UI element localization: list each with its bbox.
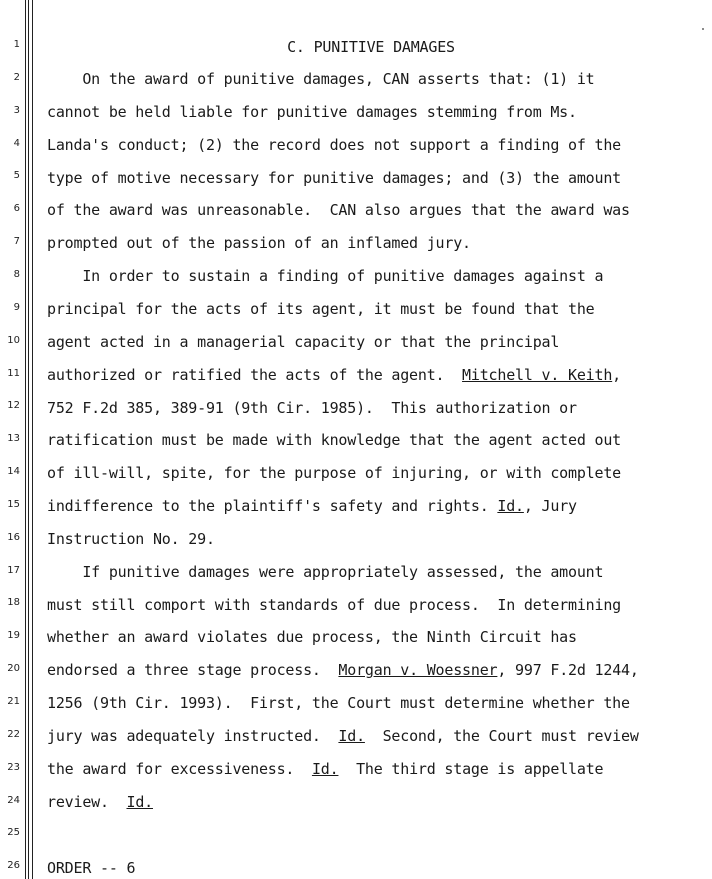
margin-rule bbox=[28, 0, 29, 879]
text-run: , 997 F.2d 1244, bbox=[497, 661, 639, 680]
line-number: 1 bbox=[13, 39, 20, 50]
line-number: 17 bbox=[7, 564, 20, 576]
text-run: principal for the acts of its agent, it must be found that the bbox=[47, 299, 595, 318]
text-run: Landa's conduct; (2) the record does not support a finding of the bbox=[47, 135, 621, 154]
text-line bbox=[47, 333, 559, 351]
text-line bbox=[47, 366, 621, 384]
line-number: 22 bbox=[7, 728, 20, 740]
text-run: 1256 (9th Cir. 1993). First, the Court must determine whether the bbox=[47, 694, 630, 713]
text-run: , Jury bbox=[523, 497, 577, 516]
text-line bbox=[47, 694, 630, 712]
text-line bbox=[47, 628, 577, 646]
line-number: 25 bbox=[7, 827, 20, 839]
text-run: agent acted in a managerial capacity or that the principal bbox=[47, 332, 560, 351]
text-run: review. bbox=[47, 792, 127, 811]
text-run: whether an award violates due process, the Ninth Circuit has bbox=[47, 628, 577, 647]
text-line bbox=[47, 300, 595, 318]
text-line bbox=[47, 267, 603, 285]
case-citation: Mitchell v. Keith bbox=[462, 365, 613, 384]
text-line bbox=[47, 530, 215, 548]
text-run: In order to sustain a finding of punitive damages against a bbox=[47, 267, 604, 286]
text-run: prompted out of the passion of an inflamed jury. bbox=[47, 234, 471, 253]
text-line bbox=[47, 70, 595, 88]
text-run: Instruction No. 29. bbox=[47, 529, 215, 548]
line-number: 14 bbox=[7, 466, 20, 478]
text-run: indifference to the plaintiff's safety and rights. bbox=[47, 497, 498, 516]
line-number: 23 bbox=[7, 761, 20, 773]
line-number: 4 bbox=[13, 137, 20, 149]
text-run: of ill-will, spite, for the purpose of injuring, or with complete bbox=[47, 464, 621, 483]
text-line bbox=[47, 169, 621, 187]
line-number: 19 bbox=[7, 630, 20, 642]
case-citation: Morgan v. Woessner bbox=[338, 661, 498, 680]
line-number: 26 bbox=[7, 860, 20, 872]
text-line bbox=[47, 760, 603, 778]
case-citation: Id. bbox=[311, 759, 339, 778]
line-number: 3 bbox=[13, 104, 20, 116]
line-number: 20 bbox=[7, 663, 20, 675]
text-line bbox=[47, 596, 621, 614]
text-line bbox=[47, 793, 153, 811]
line-number: 13 bbox=[7, 433, 20, 445]
case-citation: Id. bbox=[497, 497, 524, 516]
text-line bbox=[47, 234, 471, 252]
line-number: 18 bbox=[7, 597, 20, 609]
text-run: 752 F.2d 385, 389-91 (9th Cir. 1985). This authorization or bbox=[47, 398, 577, 417]
text-run: On the award of punitive damages, CAN asserts that: (1) it bbox=[47, 70, 595, 88]
page-footer: ORDER -- 6 bbox=[47, 859, 136, 877]
margin-rule bbox=[32, 0, 33, 879]
text-run: If punitive damages were appropriately assessed, the amount bbox=[47, 562, 604, 581]
text-line bbox=[47, 497, 577, 515]
text-run: type of motive necessary for punitive damages; and (3) the amount bbox=[47, 168, 621, 187]
text-run: the award for excessiveness. bbox=[47, 759, 312, 778]
line-number: 9 bbox=[13, 301, 20, 313]
text-run: must still comport with standards of due process. In determining bbox=[47, 595, 621, 614]
text-line bbox=[47, 563, 603, 581]
text-run: ratification must be made with knowledge that the agent acted out bbox=[47, 431, 621, 450]
line-number: 16 bbox=[7, 531, 20, 543]
line-number: 15 bbox=[7, 498, 20, 510]
text-line bbox=[47, 661, 639, 679]
line-number: 24 bbox=[7, 794, 20, 806]
text-run: endorsed a three stage process. bbox=[47, 661, 339, 680]
line-number: 11 bbox=[7, 367, 20, 379]
line-number: 21 bbox=[7, 696, 20, 707]
case-citation: Id. bbox=[126, 792, 153, 811]
line-number: 7 bbox=[13, 236, 20, 248]
text-line bbox=[47, 464, 621, 482]
line-number: 2 bbox=[13, 71, 20, 83]
line-number: 5 bbox=[13, 170, 20, 182]
text-line bbox=[47, 431, 621, 449]
case-citation: Id. bbox=[338, 727, 365, 745]
text-line bbox=[47, 103, 577, 121]
line-number: 12 bbox=[7, 400, 20, 412]
text-run: The third stage is appellate bbox=[338, 759, 604, 778]
text-run: Second, the Court must review bbox=[364, 727, 639, 745]
margin-rule bbox=[25, 0, 26, 879]
text-run: , bbox=[612, 365, 622, 384]
text-line bbox=[47, 201, 630, 219]
text-line bbox=[47, 399, 577, 417]
speck-mark bbox=[702, 28, 704, 30]
line-number: 6 bbox=[13, 203, 20, 215]
line-number: 8 bbox=[13, 268, 20, 280]
text-run: of the award was unreasonable. CAN also argues that the award was bbox=[47, 201, 630, 220]
line-number: 10 bbox=[7, 334, 20, 346]
text-run: cannot be held liable for punitive damages stemming from Ms. bbox=[47, 102, 577, 121]
text-line bbox=[47, 136, 621, 154]
section-heading: C. PUNITIVE DAMAGES bbox=[287, 38, 455, 56]
text-run: authorized or ratified the acts of the agent. bbox=[47, 365, 463, 384]
text-line bbox=[47, 727, 639, 745]
text-run: jury was adequately instructed. bbox=[47, 727, 339, 745]
